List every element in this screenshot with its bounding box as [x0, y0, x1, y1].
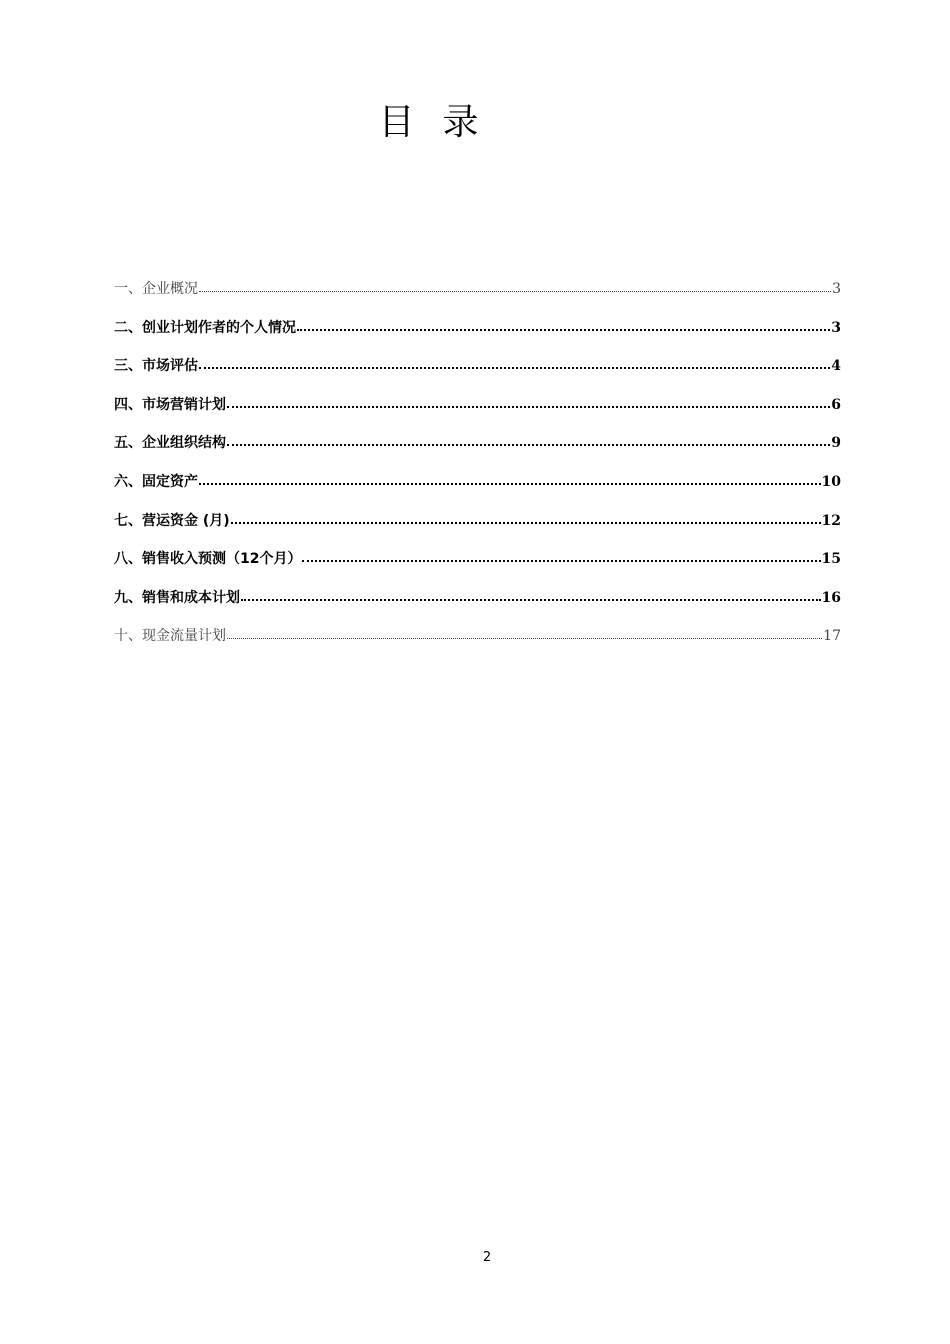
- toc-entry-page: 3: [831, 319, 841, 336]
- page-number: 2: [482, 1250, 492, 1265]
- toc-entry-3[interactable]: [114, 354, 841, 393]
- toc-entry-page: 15: [821, 551, 841, 568]
- toc-dot-leader: [199, 356, 830, 370]
- toc-dot-leader: [199, 279, 831, 293]
- toc-entry-label: 八、销售收入预测（12个月）: [114, 551, 302, 568]
- toc-entry-page: 16: [821, 589, 841, 606]
- toc-entry-label: 七、营运资金 (月): [114, 512, 230, 529]
- toc-entry-7[interactable]: [114, 509, 841, 548]
- toc-entry-label: 三、市场评估: [114, 358, 198, 375]
- toc-dot-leader: [302, 549, 820, 563]
- toc-entry-1[interactable]: [114, 277, 841, 316]
- toc-entry-page: 3: [832, 281, 841, 297]
- toc-entry-10[interactable]: [114, 624, 841, 663]
- toc-entry-page: 17: [823, 628, 841, 645]
- toc-entry-9[interactable]: [114, 586, 841, 625]
- toc-entry-8[interactable]: [114, 547, 841, 586]
- toc-dot-leader: [227, 395, 830, 409]
- toc-dot-leader: [231, 511, 821, 525]
- toc-entry-5[interactable]: [114, 431, 841, 470]
- page-title: 目录: [378, 102, 507, 143]
- toc-entry-6[interactable]: [114, 470, 841, 509]
- toc-entry-page: 12: [821, 512, 841, 529]
- toc-entry-label: 十、现金流量计划: [114, 628, 226, 645]
- toc-entry-4[interactable]: [114, 393, 841, 432]
- toc-entry-label: 六、固定资产: [114, 473, 198, 490]
- toc-entry-2[interactable]: [114, 316, 841, 355]
- toc-entry-page: 4: [831, 358, 841, 375]
- table-of-contents: [114, 277, 841, 663]
- toc-entry-page: 9: [831, 435, 841, 452]
- toc-entry-label: 一、企业概况: [114, 281, 198, 297]
- toc-dot-leader: [297, 318, 830, 332]
- toc-entry-label: 九、销售和成本计划: [114, 589, 240, 606]
- toc-entry-page: 10: [821, 473, 841, 490]
- toc-entry-label: 二、创业计划作者的个人情况: [114, 319, 296, 336]
- toc-entry-label: 五、企业组织结构: [114, 435, 226, 452]
- toc-entry-page: 6: [831, 396, 841, 413]
- toc-dot-leader: [199, 472, 821, 486]
- toc-dot-leader: [227, 433, 830, 447]
- toc-dot-leader: [241, 588, 821, 602]
- toc-dot-leader: [227, 626, 822, 640]
- toc-entry-label: 四、市场营销计划: [114, 396, 226, 413]
